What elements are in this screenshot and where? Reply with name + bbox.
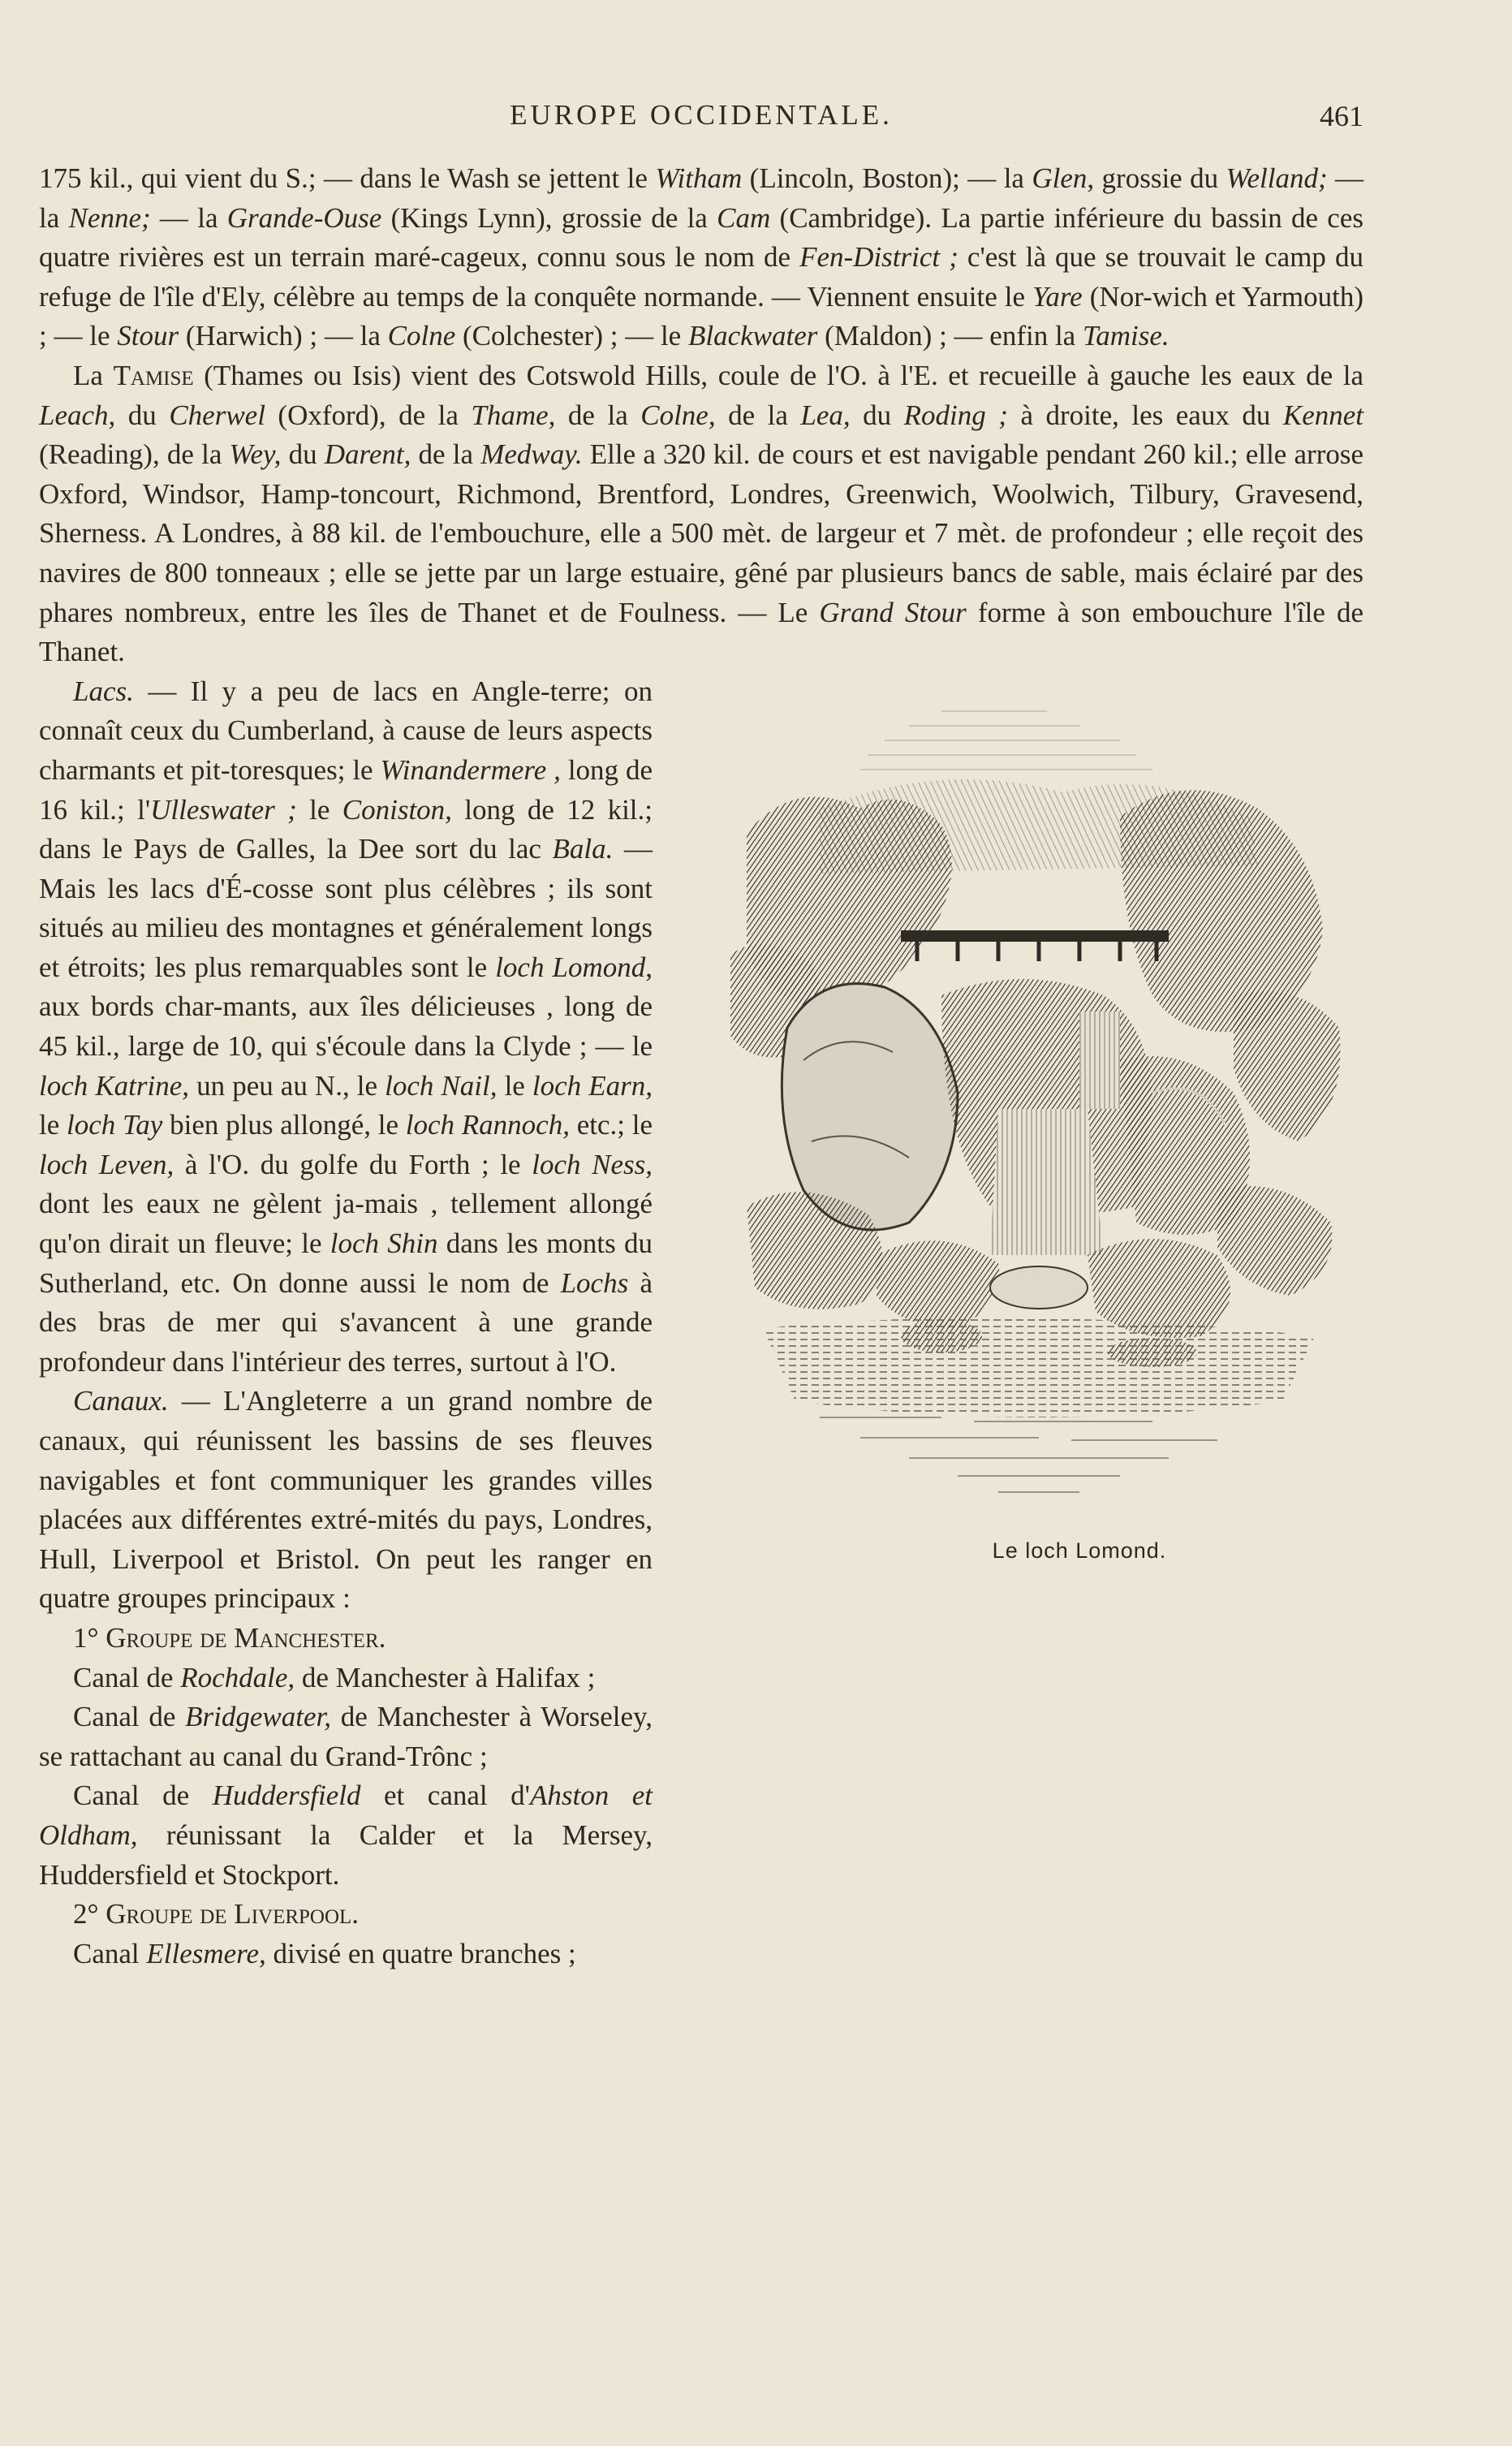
text-run: Lacs. bbox=[73, 675, 134, 707]
text-run: (Thames ou Isis) vient des Cotswold Hills, coule de l'O. à l'E. et recueille à gauche les eaux de la bbox=[193, 359, 1363, 391]
text-run: Cam bbox=[717, 201, 771, 234]
text-run: Witham bbox=[655, 162, 743, 194]
text-run: le bbox=[497, 1069, 532, 1102]
text-run: Fen-District ; bbox=[799, 241, 958, 274]
text-run: Leach, bbox=[39, 399, 116, 431]
text-run: long de 16 kil.; l' bbox=[39, 753, 653, 826]
text-run: Lea, bbox=[800, 399, 851, 431]
text-run: Canal bbox=[73, 1937, 147, 1969]
body-text bbox=[39, 159, 1363, 1974]
text-run: Tamise. bbox=[1082, 320, 1170, 352]
text-run: de la bbox=[411, 438, 481, 471]
text-run: Bala. bbox=[552, 833, 614, 865]
text-run: dans les monts du Sutherland, etc. On donne aussi le nom de bbox=[39, 1227, 653, 1299]
text-run: loch Nail, bbox=[385, 1069, 498, 1102]
text-run: Bridgewater, bbox=[185, 1701, 332, 1733]
text-run: Rochdale, bbox=[180, 1661, 295, 1693]
text-run: — Il y a peu de lacs en Angle-terre; on connaît ceux du Cumberland, à cause de leurs aspects charmants et pit-toresques; le bbox=[39, 675, 653, 786]
text-run: Tamise bbox=[113, 359, 194, 391]
page-number: 461 bbox=[1320, 100, 1363, 132]
figure-loch-lomond bbox=[682, 687, 1363, 1927]
text-run: long de 12 kil.; dans le Pays de Galles, la Dee sort du lac bbox=[39, 793, 653, 865]
text-run: Lochs bbox=[560, 1266, 629, 1299]
text-run: de Manchester à Worseley, se rattachant au canal du Grand-Trônc ; bbox=[39, 1701, 653, 1772]
text-run: loch Lomond bbox=[495, 951, 646, 983]
text-run: Thame, bbox=[471, 399, 556, 431]
text-run: (Maldon) ; — enfin la bbox=[817, 320, 1083, 352]
text-run: , aux bords char-mants, aux îles délicieuses , long de 45 kil., large de 10, qui s'écoule dans la Clyde ; — le bbox=[39, 951, 653, 1063]
text-run: 1° bbox=[73, 1621, 106, 1654]
text-run: Canal de bbox=[73, 1701, 186, 1733]
text-run: , grossie du bbox=[1087, 162, 1226, 194]
text-run: Roding ; bbox=[903, 399, 1008, 431]
text-run: — la bbox=[39, 162, 1364, 234]
text-run: (Cambridge). La partie inférieure du bassin de ces quatre rivières est un terrain maré-cageux, connu sous le nom de bbox=[39, 201, 1363, 274]
text-run: et canal d' bbox=[360, 1779, 530, 1812]
text-run: (Colchester) ; — le bbox=[455, 320, 688, 352]
text-run: Ellesmere, bbox=[146, 1937, 266, 1969]
text-run: dont les eaux ne gèlent ja-mais , tellement allongé qu'on dirait un fleuve; le bbox=[39, 1188, 653, 1260]
text-run: divisé en quatre branches ; bbox=[265, 1937, 576, 1969]
text-run: Colne, bbox=[640, 399, 716, 431]
text-run: loch Shin bbox=[330, 1227, 438, 1260]
text-run: bien plus allongé, le bbox=[162, 1109, 406, 1141]
paragraph-intro bbox=[39, 159, 1363, 356]
text-run: 175 kil., qui vient du S.; — dans le Wash se jettent le bbox=[39, 162, 656, 194]
text-run: loch Katrine, bbox=[39, 1069, 190, 1102]
text-run: — la bbox=[150, 201, 227, 234]
text-run: à des bras de mer qui s'avancent à une grande profondeur dans l'intérieur des terres, surtout à l'O. bbox=[39, 1266, 653, 1378]
text-run: Canal de bbox=[73, 1661, 181, 1693]
text-run: de Manchester à Halifax ; bbox=[295, 1661, 596, 1693]
text-run: réunissant la Calder et la Mersey, Huddersfield et Stockport. bbox=[39, 1818, 653, 1891]
text-run: (Harwich) ; — la bbox=[179, 320, 388, 352]
text-run: (Lincoln, Boston); — la bbox=[742, 162, 1032, 194]
text-run: c'est là que se trouvait le camp du refuge de l'île d'Ely, célèbre au temps de la conquête normande. — Viennent ensuite le bbox=[39, 241, 1363, 313]
text-run: Stour bbox=[117, 320, 179, 352]
text-run: (Kings Lynn), grossie de la bbox=[381, 201, 717, 234]
text-run: Huddersfield bbox=[212, 1779, 361, 1812]
text-run: Cherwel bbox=[169, 399, 265, 431]
text-run: de la bbox=[715, 399, 801, 431]
running-title: EUROPE OCCIDENTALE. bbox=[510, 99, 893, 131]
text-run: — L'Angleterre a un grand nombre de canaux, qui réunissent les bassins de ses fleuves navigables et font communiquer les grandes villes placées aux différentes extré-mités du pays, Londres, Hull, Liverpool et Bristol. On peut les ranger en quatre groupes principaux : bbox=[39, 1385, 653, 1615]
text-run: Glen bbox=[1032, 162, 1088, 194]
text-run: Welland; bbox=[1226, 162, 1328, 194]
text-run: loch Tay bbox=[67, 1109, 163, 1141]
canal-ellesmere bbox=[39, 1935, 1363, 1974]
text-run: Ulleswater ; bbox=[150, 793, 297, 826]
text-run: du bbox=[115, 399, 170, 431]
paragraph-tamise bbox=[39, 356, 1363, 672]
text-run: (Reading), de la bbox=[39, 438, 230, 471]
text-run: Canaux. bbox=[73, 1385, 169, 1417]
text-run: forme à son embouchure l'île de Thanet. bbox=[39, 596, 1363, 668]
text-run: à l'O. du golfe du Forth ; le bbox=[174, 1148, 532, 1180]
text-run: Nenne; bbox=[68, 201, 151, 234]
text-run: un peu au N., le bbox=[189, 1069, 386, 1102]
text-run: le bbox=[39, 1109, 67, 1141]
text-run: à droite, les eaux du bbox=[1007, 399, 1283, 431]
text-run: du bbox=[281, 438, 325, 471]
page-header bbox=[39, 96, 1363, 136]
text-run: Grand Stour bbox=[819, 596, 967, 628]
text-run: — Mais les lacs d'É-cosse sont plus célèbres ; ils sont situés au milieu des montagnes et généralement longs et étroits; les plus remarquables sont le bbox=[39, 833, 653, 983]
text-run: La bbox=[73, 359, 114, 391]
text-run: Winandermere , bbox=[380, 753, 561, 786]
text-run: loch Earn, bbox=[532, 1069, 653, 1102]
loch-lomond-engraving bbox=[698, 687, 1363, 1564]
text-run: loch Leven, bbox=[39, 1148, 174, 1180]
text-run: Grande-Ouse bbox=[226, 201, 382, 234]
text-run: Canal de bbox=[73, 1779, 213, 1812]
text-run: Colne bbox=[387, 320, 456, 352]
text-run: Yare bbox=[1032, 280, 1083, 313]
text-run: 2° bbox=[73, 1898, 106, 1930]
text-run: de la bbox=[555, 399, 641, 431]
figure-caption: Le loch Lomond. bbox=[992, 1538, 1167, 1563]
text-run: du bbox=[850, 399, 904, 431]
text-run: Ahston et Oldham, bbox=[39, 1779, 653, 1851]
text-run: Medway. bbox=[480, 438, 583, 471]
text-run: Elle a 320 kil. de cours et est navigable pendant 260 kil.; elle arrose Oxford, Windsor, Hamp-toncourt, Richmond, Brentford, Londres, Greenwich, Woolwich, Tilbury, Gravesend, Sherness. A Londres, à 88 kil. de l'embouchure, elle a 500 mèt. de largeur et 7 mèt. de profondeur ; elle reçoit des navires de 800 tonneaux ; elle se jette par un large estuaire, gêné par plusieurs bancs de sable, mais éclairé par des phares nombreux, entre les îles de Thanet et de Foulness. — Le bbox=[39, 438, 1364, 628]
text-run: Groupe de Liverpool. bbox=[106, 1898, 360, 1930]
text-run: loch Ness, bbox=[532, 1148, 653, 1180]
text-run: Wey, bbox=[229, 438, 282, 471]
text-run: loch Rannoch, bbox=[405, 1109, 570, 1141]
text-run: etc.; le bbox=[569, 1109, 653, 1141]
text-run: Coniston, bbox=[342, 793, 452, 826]
text-run: (Oxford), de la bbox=[265, 399, 472, 431]
text-run: Groupe de Manchester. bbox=[106, 1621, 386, 1654]
text-run: Darent, bbox=[324, 438, 411, 471]
text-run: Kennet bbox=[1282, 399, 1363, 431]
text-run: (Nor-wich et Yarmouth) ; — le bbox=[39, 280, 1363, 352]
text-run: le bbox=[296, 793, 342, 826]
text-run: Blackwater bbox=[687, 320, 818, 352]
